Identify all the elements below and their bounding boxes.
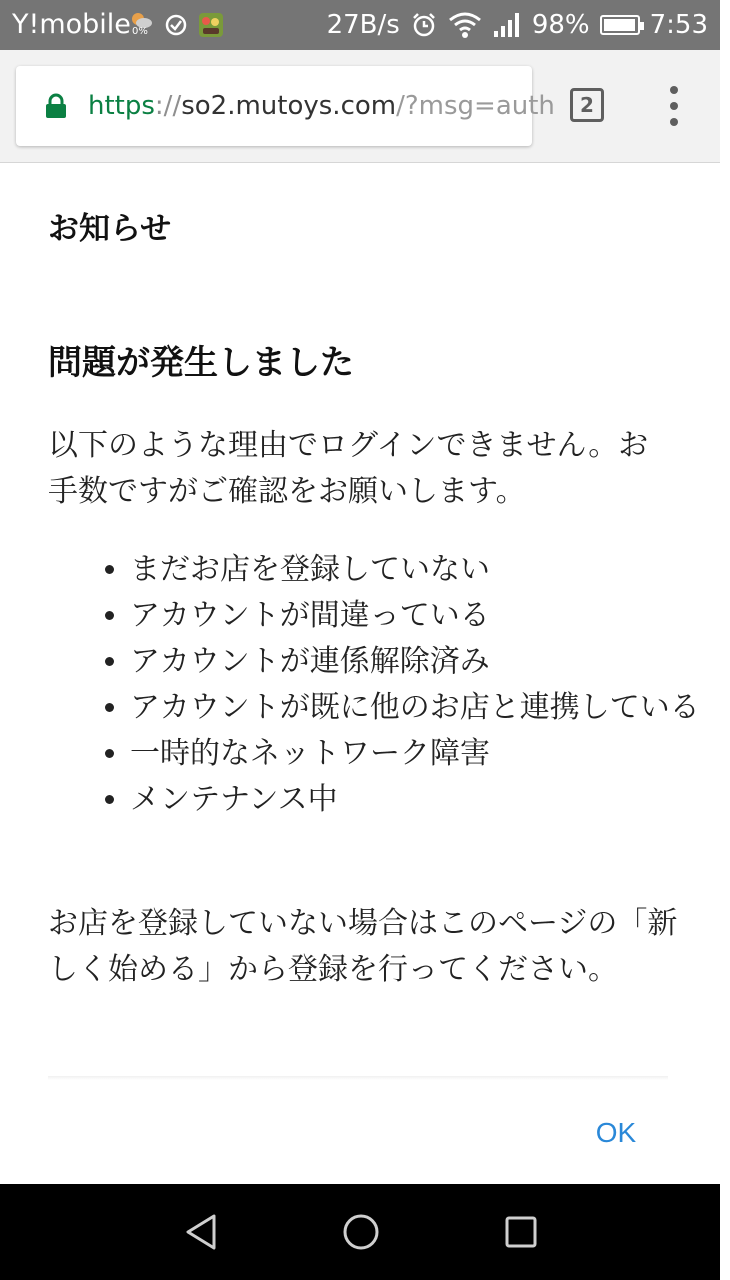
list-item: • アカウントが連係解除済み bbox=[130, 639, 730, 685]
url-host: so2.mutoys.com bbox=[181, 91, 397, 121]
battery-percent: 98% bbox=[531, 10, 590, 40]
url-separator: :// bbox=[154, 91, 182, 121]
wifi-icon bbox=[448, 11, 482, 39]
weather-icon bbox=[128, 10, 154, 40]
ok-button[interactable]: OK bbox=[595, 1117, 637, 1148]
menu-dot bbox=[670, 86, 678, 94]
notice-dialog bbox=[0, 163, 720, 1184]
menu-dot bbox=[670, 118, 678, 126]
footer-text: お店を登録していない場合はこのページの「新しく始める」から登録を行ってください。 bbox=[48, 906, 678, 987]
notification-icons bbox=[128, 10, 224, 40]
recent-apps-icon[interactable] bbox=[499, 1210, 543, 1254]
address-bar[interactable] bbox=[16, 66, 555, 146]
alarm-icon bbox=[410, 11, 438, 39]
battery-icon bbox=[600, 15, 640, 35]
status-bar bbox=[0, 0, 720, 50]
overflow-menu-icon[interactable] bbox=[662, 86, 686, 126]
dialog-title: お知らせ bbox=[48, 211, 172, 247]
intro-text: 以下のような理由でログインできません。お手数ですがご確認をお願いします。 bbox=[48, 428, 649, 509]
list-item: • 一時的なネットワーク障害 bbox=[130, 731, 730, 777]
back-icon[interactable] bbox=[180, 1210, 224, 1254]
lock-icon bbox=[45, 94, 67, 118]
carrier-label: Y!mobile bbox=[12, 9, 131, 40]
menu-dot bbox=[670, 102, 678, 110]
weather-percent: 0% bbox=[132, 26, 148, 37]
clock: 7:53 bbox=[649, 10, 708, 40]
browser-toolbar bbox=[0, 50, 720, 163]
list-item: • アカウントが既に他のお店と連携している bbox=[130, 685, 730, 731]
error-heading: 問題が発生しました bbox=[48, 343, 354, 383]
signal-icon bbox=[492, 11, 522, 39]
list-item: • アカウントが間違っている bbox=[130, 593, 730, 639]
battery-fill bbox=[604, 19, 635, 31]
url-text[interactable] bbox=[88, 88, 555, 124]
url-path: /?msg=auth bbox=[396, 91, 555, 121]
home-icon[interactable] bbox=[339, 1210, 383, 1254]
network-speed: 27B/s bbox=[326, 10, 400, 40]
list-item: • メンテナンス中 bbox=[130, 777, 730, 823]
scroll-fade-divider bbox=[48, 1076, 668, 1080]
battery-tip bbox=[640, 22, 644, 30]
navigation-bar bbox=[0, 1184, 720, 1280]
check-circle-icon bbox=[164, 13, 188, 37]
tab-switcher-button[interactable]: 2 bbox=[570, 88, 604, 122]
app-notification-icon bbox=[198, 12, 224, 38]
list-item: • まだお店を登録していない bbox=[130, 547, 730, 593]
url-scheme: https bbox=[88, 91, 155, 121]
reason-list bbox=[80, 547, 730, 823]
status-right bbox=[327, 9, 708, 41]
